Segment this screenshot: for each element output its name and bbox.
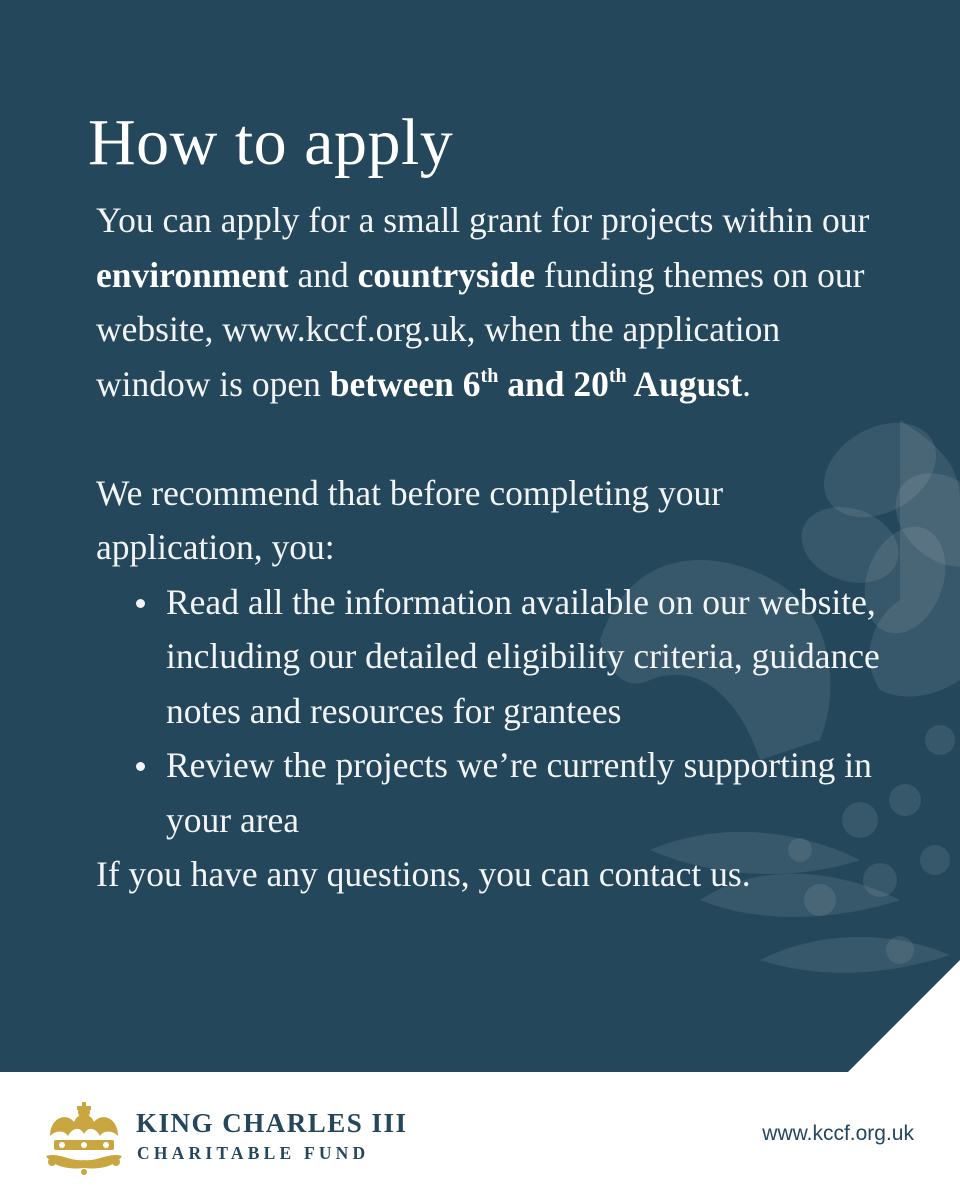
closing-paragraph: If you have any questions, you can contact us. [96,854,751,894]
recommend-paragraph: We recommend that before completing your application, you: [96,472,724,567]
recommendation-list [96,575,896,848]
intro-paragraph: You can apply for a small grant for projects within our environment and countryside funding themes on our website, www.kccf.org.uk, when the application window is open between 6th and 20th August. [96,200,870,404]
body-text [96,193,896,902]
list-item: Read all the information available on our website, including our detailed eligibility criteria, guidance notes and resources for grantees [96,575,896,739]
footer [0,1072,960,1200]
page-title: How to apply [88,106,454,179]
brand-subtitle: CHARITABLE FUND [137,1143,370,1163]
list-item: Review the projects we’re currently supporting in your area [96,738,896,847]
crown-logo-icon [40,1100,128,1176]
brand-name: KING CHARLES III [136,1108,408,1138]
website-link[interactable]: www.kccf.org.uk [762,1122,914,1145]
